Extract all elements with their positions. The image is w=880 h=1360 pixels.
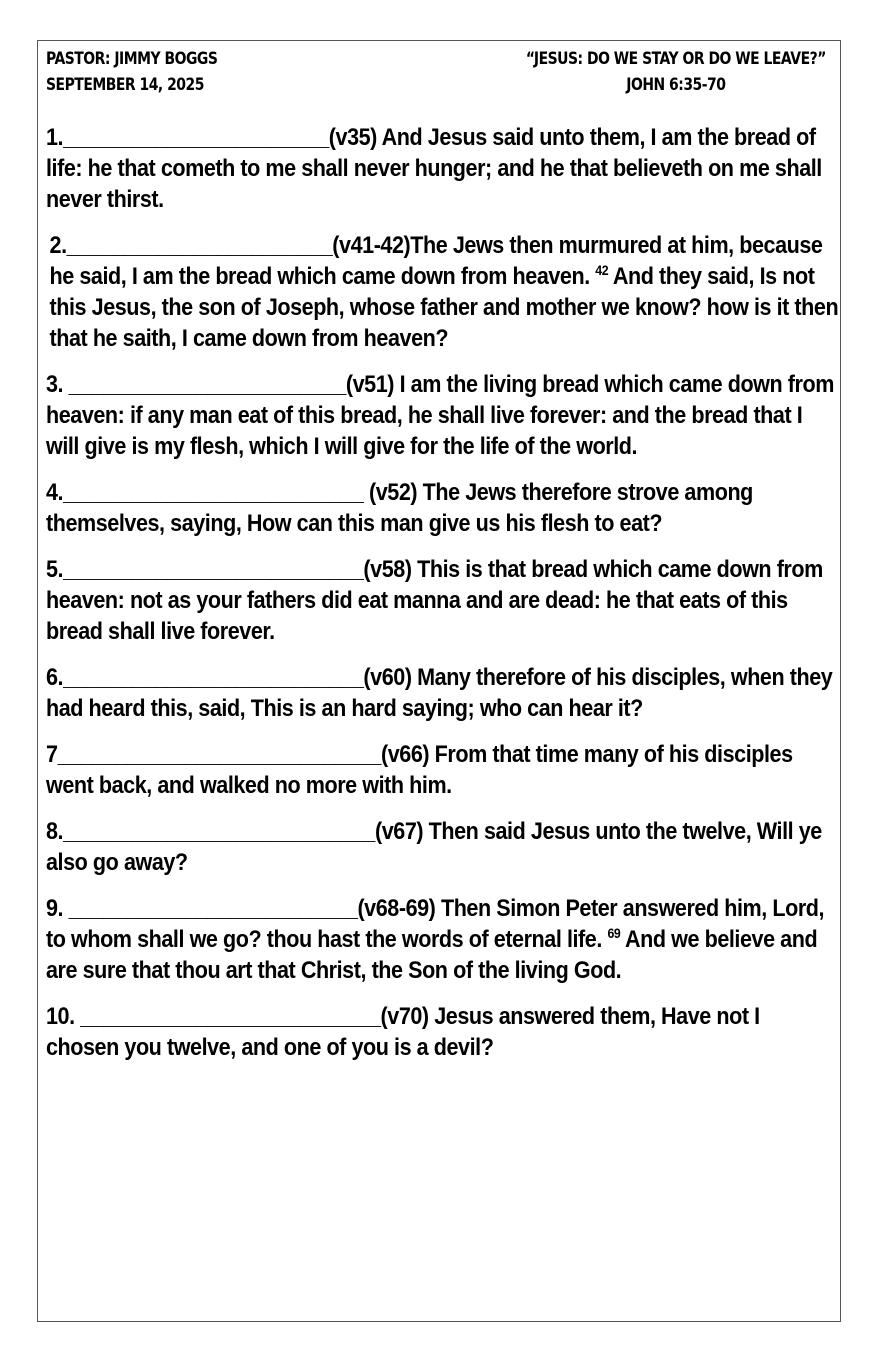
item-number: 5. (46, 556, 64, 583)
fill-in-blank[interactable]: _________________________ (68, 895, 358, 922)
verse-text: The Jews then murmured at him, because he said, I am the bread which came down from heaven. (49, 232, 823, 290)
verse-ref: (v66) (380, 741, 430, 768)
header-left (46, 46, 217, 98)
fill-in-blank[interactable]: __________________________ (63, 664, 364, 691)
verse-ref: (v35) (328, 124, 377, 151)
item-number: 3. (46, 371, 69, 398)
item-number: 8. (46, 818, 64, 845)
verse-ref: (v67) (374, 818, 424, 845)
verse-text: Then Simon Peter answered him, Lord, to whom shall we go? thou hast the words of eternal life. (46, 895, 825, 953)
fill-in-blank[interactable]: _______________________ (63, 124, 329, 151)
item-number: 1. (46, 124, 64, 151)
pastor-name: PASTOR: JIMMY BOGGS (46, 49, 218, 69)
fill-in-blank[interactable]: _______________________ (66, 232, 333, 259)
note-item-8 (46, 816, 838, 878)
verse-text: And Jesus said unto them, I am the bread of life: he that cometh to me shall never hunger; and he that believeth on me shall never thirst. (46, 124, 822, 213)
verse-ref: (v68-69) (357, 895, 436, 922)
verse-ref: (v51) (345, 371, 395, 398)
verse-text: I am the living bread which came down from heaven: if any man eat of this bread, he shall live forever: and the bread that I will give is my flesh, which I will give for the life of the world. (46, 371, 834, 460)
verse-text: Then said Jesus unto the twelve, Will ye also go away? (46, 818, 822, 876)
verse-text-continued: And we believe and are sure that thou art that Christ, the Son of the living God. (46, 926, 818, 984)
fill-in-blank[interactable]: ___________________________ (63, 818, 375, 845)
item-number: 10. (46, 1003, 81, 1030)
verse-ref: (v60) (363, 664, 412, 691)
note-item-10 (46, 1001, 838, 1063)
verse-ref: (v52) (363, 479, 418, 506)
note-item-1 (46, 122, 838, 215)
note-item-3 (46, 369, 838, 462)
fill-in-blank[interactable]: __________________________ (80, 1003, 381, 1030)
note-item-5 (46, 554, 838, 647)
verse-text: This is that bread which came down from heaven: not as your fathers did eat manna and are dead: he that eats of this bread shall live forever. (46, 556, 823, 645)
item-number: 2. (49, 232, 67, 259)
header-right (526, 46, 826, 98)
verse-number: 69 (607, 925, 621, 941)
note-item-6 (46, 662, 838, 724)
note-item-7 (46, 739, 838, 801)
item-number: 9. (46, 895, 69, 922)
sermon-date: SEPTEMBER 14, 2025 (46, 75, 204, 95)
verse-ref: (v41-42) (332, 232, 411, 259)
note-item-2 (46, 230, 842, 354)
item-number: 6. (46, 664, 64, 691)
verse-text: Many therefore of his disciples, when they had heard this, said, This is an hard saying; who can hear it? (46, 664, 833, 722)
fill-in-blank[interactable]: __________________________ (63, 556, 364, 583)
fill-in-blank[interactable]: ________________________ (68, 371, 346, 398)
note-item-9 (46, 893, 838, 986)
verse-text: Jesus answered them, Have not I chosen you twelve, and one of you is a devil? (46, 1003, 760, 1061)
item-number: 4. (46, 479, 64, 506)
sermon-title: “JESUS: DO WE STAY OR DO WE LEAVE?” (525, 49, 826, 69)
note-item-4 (46, 477, 838, 539)
verse-ref: (v58) (363, 556, 412, 583)
verse-text-continued: And they said, Is not this Jesus, the son of Joseph, whose father and mother we know? how is it then that he saith, I came down from heaven? (49, 263, 839, 352)
verse-number: 42 (595, 262, 609, 278)
fill-in-blank[interactable]: ____________________________ (57, 741, 381, 768)
scripture-reference: JOHN 6:35-70 (626, 75, 726, 95)
verse-ref: (v70) (380, 1003, 429, 1030)
verse-text: From that time many of his disciples went back, and walked no more with him. (46, 741, 793, 799)
fill-in-blank[interactable]: __________________________ (63, 479, 364, 506)
item-number: 7 (46, 741, 58, 768)
sermon-notes (46, 122, 839, 1078)
verse-text: The Jews therefore strove among themselves, saying, How can this man give us his flesh to eat? (46, 479, 753, 537)
